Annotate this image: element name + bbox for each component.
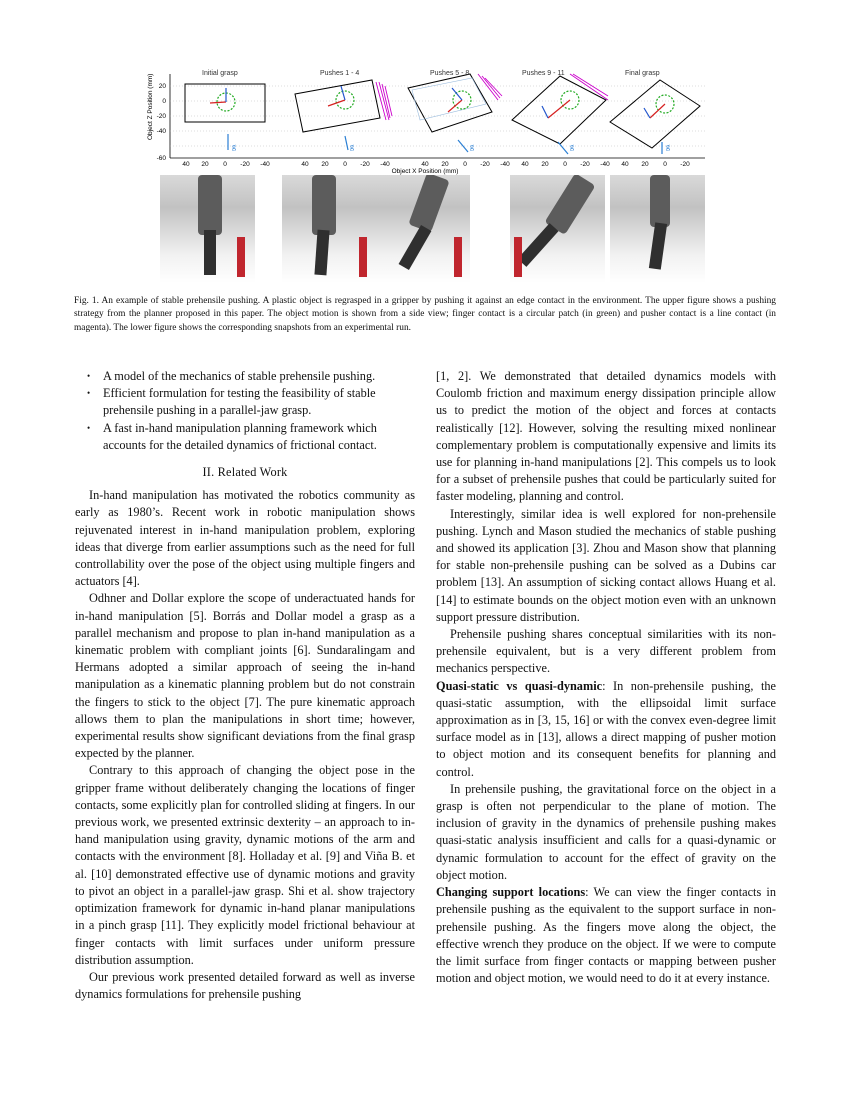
right-column bbox=[436, 368, 776, 987]
x-tick: -20 bbox=[480, 161, 490, 168]
experiment-photo bbox=[610, 175, 705, 283]
x-tick: 40 bbox=[421, 161, 429, 168]
panel-label: Pushes 5 - 8 bbox=[430, 70, 470, 77]
y-tick: -60 bbox=[156, 155, 166, 162]
x-tick: 20 bbox=[441, 161, 449, 168]
paragraph: In prehensile pushing, the gravitational force on the object in a grasp is often not perpendicular to the plane of motion. The inclusion of gravity in the dynamics of prehensile pushing makes quasi-static analysis insufficient and calls for a quasi-dynamic or dynamic formulation to account for the effect of gravity on the object motion. bbox=[436, 781, 776, 882]
x-tick: 0 bbox=[343, 161, 347, 168]
paragraph: Our previous work presented detailed forward as well as inverse dynamics formulations for prehensile pushing bbox=[75, 969, 415, 1002]
y-tick: 0 bbox=[162, 98, 166, 105]
trajectory-plot bbox=[140, 60, 710, 180]
left-column bbox=[75, 368, 415, 1003]
paragraph-quasi-static bbox=[436, 678, 776, 781]
list-item: • A model of the mechanics of stable prehensile pushing. bbox=[75, 368, 415, 385]
experiment-photo bbox=[282, 175, 377, 283]
gravity-label: g bbox=[470, 142, 474, 151]
paragraph: [1, 2]. We demonstrated that detailed dynamics models with Coulomb friction and maximum energy dissipation principle allow us to predict the motion of the object and forces at contacts realistically [12]. However, solving the resulting mixed nonlinear complementary problem is computationally expensive and limits its use for planning in-hand manipulations [2]. This compels us to look for a subset of prehensile pushes that could be particularly suited for faster modeling, planning and control. bbox=[436, 369, 776, 504]
panel-final-grasp bbox=[610, 80, 700, 154]
run-in-heading: Changing support locations bbox=[436, 885, 586, 900]
gravity-label: g bbox=[350, 142, 354, 151]
x-tick: 20 bbox=[201, 161, 209, 168]
x-tick: 0 bbox=[223, 161, 227, 168]
gravity-label: g bbox=[666, 142, 670, 151]
experiment-photo bbox=[510, 175, 605, 283]
paragraph: Interestingly, similar idea is well explored for non-prehensile pushing. Lynch and Mason studied the mechanics of stable pushing and showed its application [3]. Zhou and Mason show that planning for stable non-prehensile pushing can be solved as a Dubins car problem [13]. An assumption of sicking contact allows Huang et al. [14] to estimate bounds on the object motion even with an unknown support pressure distribution. bbox=[436, 506, 776, 624]
y-axis-label: Object Z Position (mm) bbox=[147, 73, 154, 140]
paragraph: Contrary to this approach of changing the object pose in the gripper frame without deliberately changing the locations of finger contacts, some explicitly plan for controlled sliding at fingers. In our previous work, we presented extrinsic dexterity – an approach to in-hand manipulation using gravity, dynamic motions of the arm and contacts with the environment [8]. Holladay et al. [9] and Viña B. et al. [10] demonstrated effective use of dynamic motions and gravity to pivot an object in a parallel-jaw grasp. Shi et al. show trajectory optimization framework for dynamic in-hand planar manipulations in a pinch grasp [11]. They explicitly model frictional behaviour at finger contacts with limit surfaces under uniform pressure distribution assumption. bbox=[75, 763, 415, 967]
section-heading: II. Related Work bbox=[202, 465, 288, 480]
x-tick: 40 bbox=[521, 161, 529, 168]
x-tick: -20 bbox=[360, 161, 370, 168]
x-tick: -40 bbox=[600, 161, 610, 168]
paragraph-body: : In non-prehensile pushing, the quasi-static assumption, with the ellipsoidal limit surface approximation as in [3, 15, 16] or with the convex even-degree limit surface model as in [13], allows a direct mapping of pusher motion to object motion and its consequent benefits for planning and control. bbox=[436, 678, 776, 779]
list-item: • A fast in-hand manipulation planning framework which accounts for the detailed dynamics of frictional contact. bbox=[75, 420, 415, 454]
x-tick: 20 bbox=[541, 161, 549, 168]
panel-label: Initial grasp bbox=[202, 70, 238, 77]
x-tick: -40 bbox=[260, 161, 270, 168]
paragraph: Prehensile pushing shares conceptual similarities with its non-prehensile equivalent, but is a very different problem from mechanics perspective. bbox=[436, 627, 776, 676]
list-item: • Efficient formulation for testing the feasibility of stable prehensile pushing in a parallel-jaw grasp. bbox=[75, 385, 415, 419]
x-tick: 20 bbox=[321, 161, 329, 168]
experiment-photo bbox=[375, 175, 470, 283]
paragraph-support-locations bbox=[436, 884, 776, 987]
x-tick: 0 bbox=[463, 161, 467, 168]
contribution-list bbox=[75, 368, 415, 454]
paragraph: Odhner and Dollar explore the scope of underactuated hands for in-hand manipulation [5]. Borrás and Dollar model a grasp as a parallel mechanism and propose to plan in-hand manipulation as a kinematic problem with compliant joints [6]. Sundaralingam and Hermans adopted a similar approach of seeing the in-hand manipulation as a kinematic planning problem but do not constrain the fingers to stick to the object [7]. The pure kinematic approach allows them to plan the manipulations in short time; however, experimental results show significant deviations from the final grasp expected by the planner. bbox=[75, 591, 415, 761]
panel-pushes-5-8 bbox=[408, 74, 502, 152]
x-tick: -20 bbox=[240, 161, 250, 168]
y-tick: 20 bbox=[158, 83, 166, 90]
x-tick: 40 bbox=[621, 161, 629, 168]
x-tick: -20 bbox=[680, 161, 690, 168]
panel-pushes-1-4 bbox=[295, 80, 392, 151]
x-tick: 40 bbox=[182, 161, 190, 168]
x-tick: 20 bbox=[641, 161, 649, 168]
experiment-photo bbox=[160, 175, 255, 283]
paragraph-body: : We can view the finger contacts in prehensile pushing as the equivalent to the support surface in non-prehensile pushing. As the fingers move along the object, the effective wrench they produce on the object. If we were to compute the limit surface from finger contacts or mapping between pusher motion and object motion, we would need to do it at every instance. bbox=[436, 885, 776, 986]
figure-1 bbox=[140, 60, 710, 282]
x-tick: 0 bbox=[563, 161, 567, 168]
x-tick: -40 bbox=[500, 161, 510, 168]
run-in-heading: Quasi-static vs quasi-dynamic bbox=[436, 678, 603, 693]
panel-initial-grasp bbox=[185, 84, 265, 151]
panel-label: Pushes 1 - 4 bbox=[320, 70, 360, 77]
y-tick: -20 bbox=[156, 113, 166, 120]
gravity-label: g bbox=[232, 142, 236, 151]
x-tick: 40 bbox=[301, 161, 309, 168]
y-tick: -40 bbox=[156, 128, 166, 135]
panel-label: Final grasp bbox=[625, 70, 660, 77]
figure-caption: Fig. 1. An example of stable prehensile pushing. A plastic object is regrasped in a gripper by pushing it against an edge contact in the environment. The upper figure shows a pushing strategy from the planner proposed in this paper. The object motion is shown from a side view; finger contact is a circular patch (in green) and pusher contact is a line contact (in magenta). The lower figure shows the corresponding snapshots from an experimental run. bbox=[74, 296, 776, 333]
x-axis-label: Object X Position (mm) bbox=[391, 168, 459, 175]
paragraph: In-hand manipulation has motivated the robotics community as early as 1980’s. Recent work in robotic manipulation shows rejuvenated interest in in-hand manipulation problem, exploring ideas that diverge from earlier assumptions such as the need for full controllability over the pose of the object using multiple fingers and actuators [4]. bbox=[75, 488, 415, 589]
x-tick: 0 bbox=[663, 161, 667, 168]
x-tick: -20 bbox=[580, 161, 590, 168]
gravity-label: g bbox=[570, 142, 574, 151]
x-tick: -40 bbox=[380, 161, 390, 168]
panel-label: Pushes 9 - 11 bbox=[522, 70, 565, 77]
